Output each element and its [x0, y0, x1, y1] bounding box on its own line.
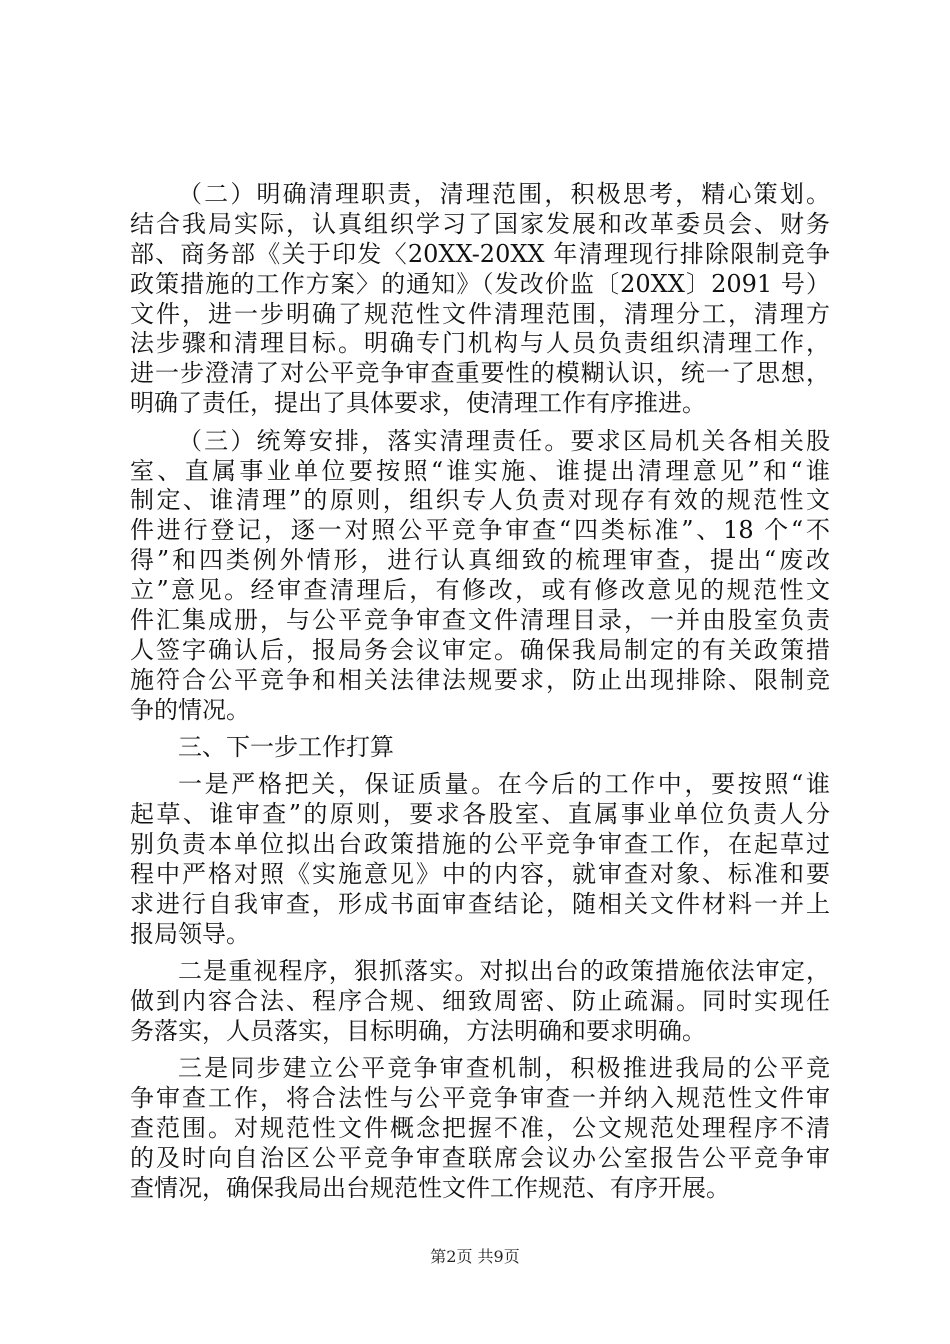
paragraph-line: 制定、谁清理”的原则，组织专人负责对现存有效的规范性文: [130, 486, 830, 514]
paragraph-line: 争审查工作，将合法性与公平竞争审查一并纳入规范性文件审: [130, 1084, 830, 1112]
paragraph-line: 程中严格对照《实施意见》中的内容，就审查对象、标准和要: [130, 860, 830, 888]
paragraph-line: 别负责本单位拟出台政策措施的公平竞争审查工作，在起草过: [130, 830, 830, 858]
paragraph-line: 政策措施的工作方案〉的通知》（发改价监〔20XX〕2091 号）: [130, 270, 830, 298]
paragraph-line: 件进行登记，逐一对照公平竞争审查“四类标准”、18 个“不: [130, 516, 830, 544]
paragraph-line: 三是同步建立公平竞争审查机制，积极推进我局的公平竞: [178, 1054, 830, 1082]
paragraph-line: 法步骤和清理目标。明确专门机构与人员负责组织清理工作，: [130, 329, 830, 357]
paragraph-line: 立”意见。经审查清理后，有修改，或有修改意见的规范性文: [130, 576, 830, 604]
paragraph-line: 明确了责任，提出了具体要求，使清理工作有序推进。: [130, 389, 706, 417]
paragraph-line: 室、直属事业单位要按照“谁实施、谁提出清理意见”和“谁: [130, 457, 830, 485]
paragraph-line: 结合我局实际，认真组织学习了国家发展和改革委员会、财务: [130, 210, 830, 238]
paragraph-line: 查范围。对规范性文件概念把握不准，公文规范处理程序不清: [130, 1114, 830, 1142]
paragraph-line: 人签字确认后，报局务会议审定。确保我局制定的有关政策措: [130, 636, 830, 664]
paragraph-line: 二是重视程序，狠抓落实。对拟出台的政策措施依法审定，: [178, 957, 830, 985]
paragraph-line: 进一步澄清了对公平竞争审查重要性的模糊认识，统一了思想，: [130, 359, 830, 387]
paragraph-line: 争的情况。: [130, 696, 250, 724]
paragraph-line: 起草、谁审查”的原则，要求各股室、直属事业单位负责人分: [130, 800, 830, 828]
paragraph-line: 的及时向自治区公平竞争审查联席会议办公室报告公平竞争审: [130, 1144, 830, 1172]
paragraph-line: 求进行自我审查，形成书面审查结论，随相关文件材料一并上: [130, 890, 830, 918]
paragraph-line: 一是严格把关，保证质量。在今后的工作中，要按照“谁: [178, 770, 830, 798]
paragraph-line: 文件，进一步明确了规范性文件清理范围，清理分工，清理方: [130, 300, 830, 328]
paragraph-line: （二）明确清理职责，清理范围，积极思考，精心策划。: [178, 180, 830, 208]
paragraph-line: 部、商务部《关于印发〈20XX-20XX 年清理现行排除限制竞争: [130, 240, 830, 268]
paragraph-line: 报局领导。: [130, 920, 250, 948]
paragraph-line: 做到内容合法、程序合规、细致周密、防止疏漏。同时实现任: [130, 987, 830, 1015]
paragraph-line: 务落实，人员落实，目标明确，方法明确和要求明确。: [130, 1017, 706, 1045]
paragraph-line: 施符合公平竞争和相关法律法规要求，防止出现排除、限制竞: [130, 666, 830, 694]
paragraph-line: 得”和四类例外情形，进行认真细致的梳理审查，提出“废改: [130, 546, 830, 574]
section-heading: 三、下一步工作打算: [178, 733, 394, 761]
paragraph-line: （三）统筹安排，落实清理责任。要求区局机关各相关股: [178, 427, 830, 455]
paragraph-line: 件汇集成册，与公平竞争审查文件清理目录，一并由股室负责: [130, 606, 830, 634]
paragraph-line: 查情况，确保我局出台规范性文件工作规范、有序开展。: [130, 1174, 730, 1202]
page-footer: 第2页 共9页: [430, 1247, 520, 1266]
